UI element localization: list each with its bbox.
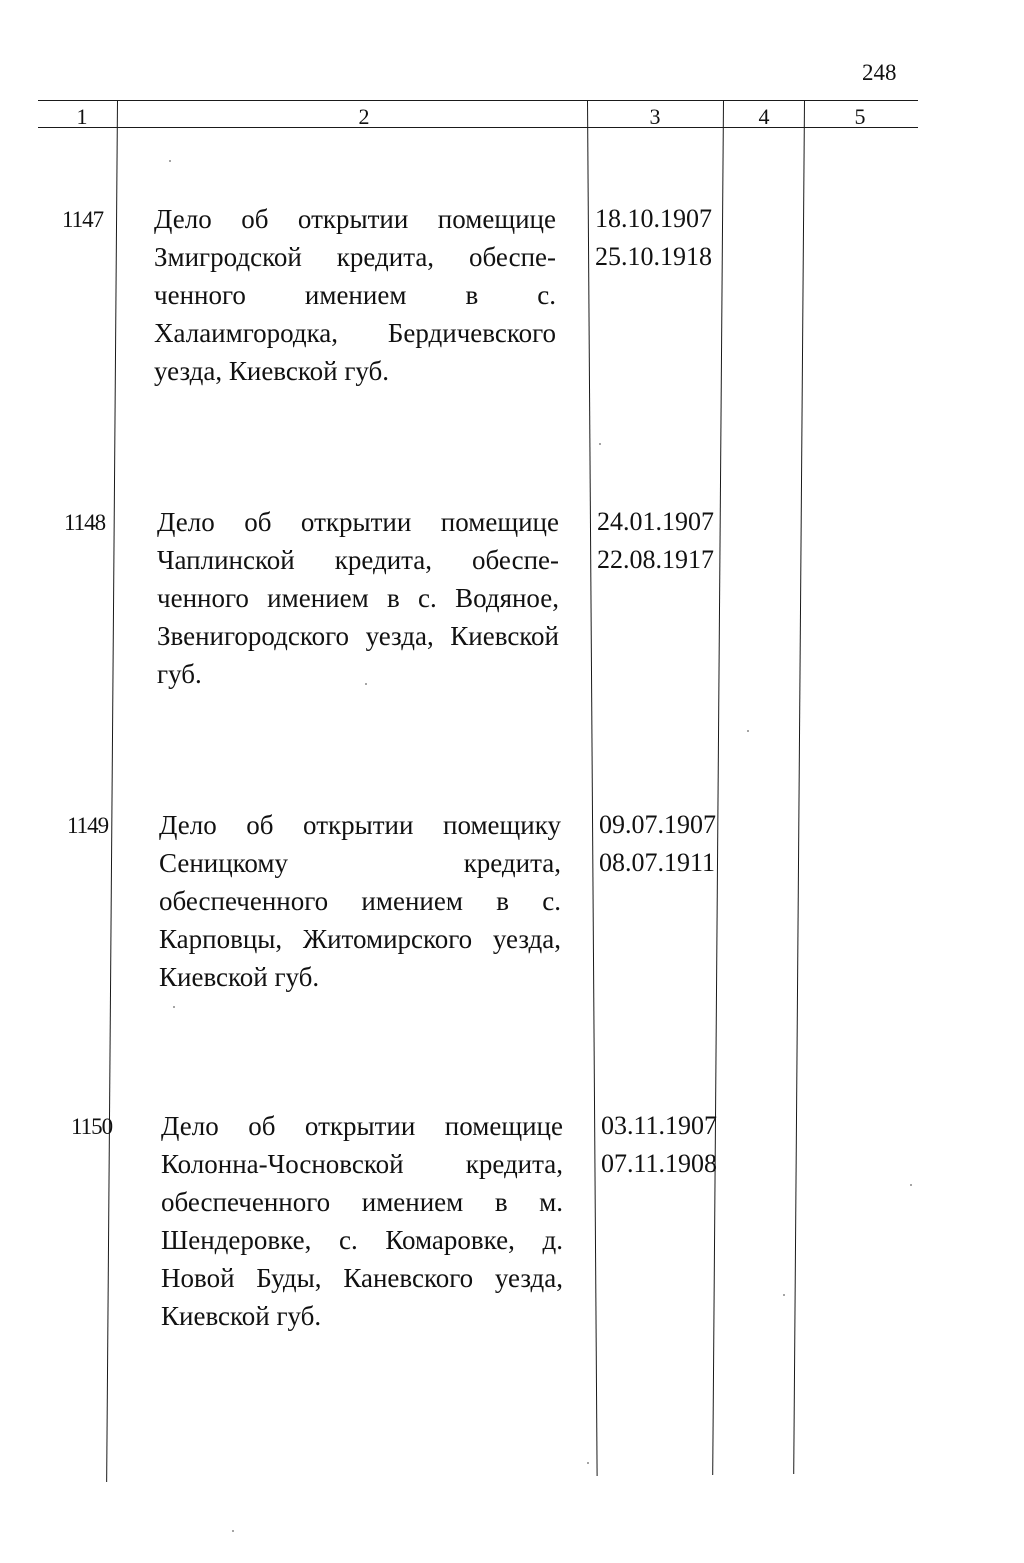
record-date-start: 18.10.1907 [595,204,712,233]
record-dates [599,806,716,882]
scan-speck [910,1184,912,1186]
record-date-start: 24.01.1907 [597,507,714,536]
scan-speck [747,730,749,732]
page-number: 248 [862,60,897,85]
record-date-end: 08.07.1911 [599,848,716,877]
record-dates [595,200,712,276]
scan-speck [232,1530,234,1532]
column-divider-3 [712,100,724,1475]
record-date-start: 03.11.1907 [601,1111,718,1140]
record-number: 1148 [64,510,106,535]
record-dates [601,1107,717,1183]
record-number: 1150 [71,1114,113,1139]
column-divider-1 [106,100,118,1482]
record-number: 1147 [62,207,104,232]
column-header-5: 5 [854,104,866,129]
scan-speck [599,443,601,445]
record-date-end: 25.10.1918 [595,242,712,271]
record-date-end: 07.11.1908 [601,1149,718,1178]
record-title: Дело об открытии помещице Змигродской кредита, обеспе-ченного имением в с. Халаимгородка, Бердичевского уезда, Киевской губ. [154,204,556,386]
column-header-1: 1 [76,104,88,129]
record-title: Дело об открытии помещику Сеницкому кредита, обеспеченного имением в с. Карповцы, Житомирского уезда, Киевской губ. [159,810,561,992]
scan-speck [173,1006,175,1008]
scan-speck [587,1462,589,1464]
record-title: Дело об открытии помещице Колонна-Чосновской кредита, обеспеченного имением в м. Шендеровке, с. Комаровке, д. Новой Буды, Каневского уезда, Киевской губ. [161,1111,563,1331]
column-divider-2 [587,100,598,1476]
scan-speck [365,683,367,685]
record-date-start: 09.07.1907 [599,810,716,839]
column-header-3: 3 [649,104,661,129]
record-number: 1149 [67,813,109,838]
column-header-2: 2 [358,104,370,129]
column-divider-4 [793,100,805,1474]
record-date-end: 22.08.1917 [597,545,714,574]
scan-speck [169,160,171,162]
column-header-4: 4 [758,104,770,129]
record-title: Дело об открытии помещице Чаплинской кредита, обеспе-ченного имением в с. Водяное, Звенигородского уезда, Киевской губ. [157,507,559,689]
record-dates [597,503,714,579]
scan-speck [783,1294,785,1296]
header-top-rule [38,100,918,101]
header-bottom-rule [38,127,918,128]
